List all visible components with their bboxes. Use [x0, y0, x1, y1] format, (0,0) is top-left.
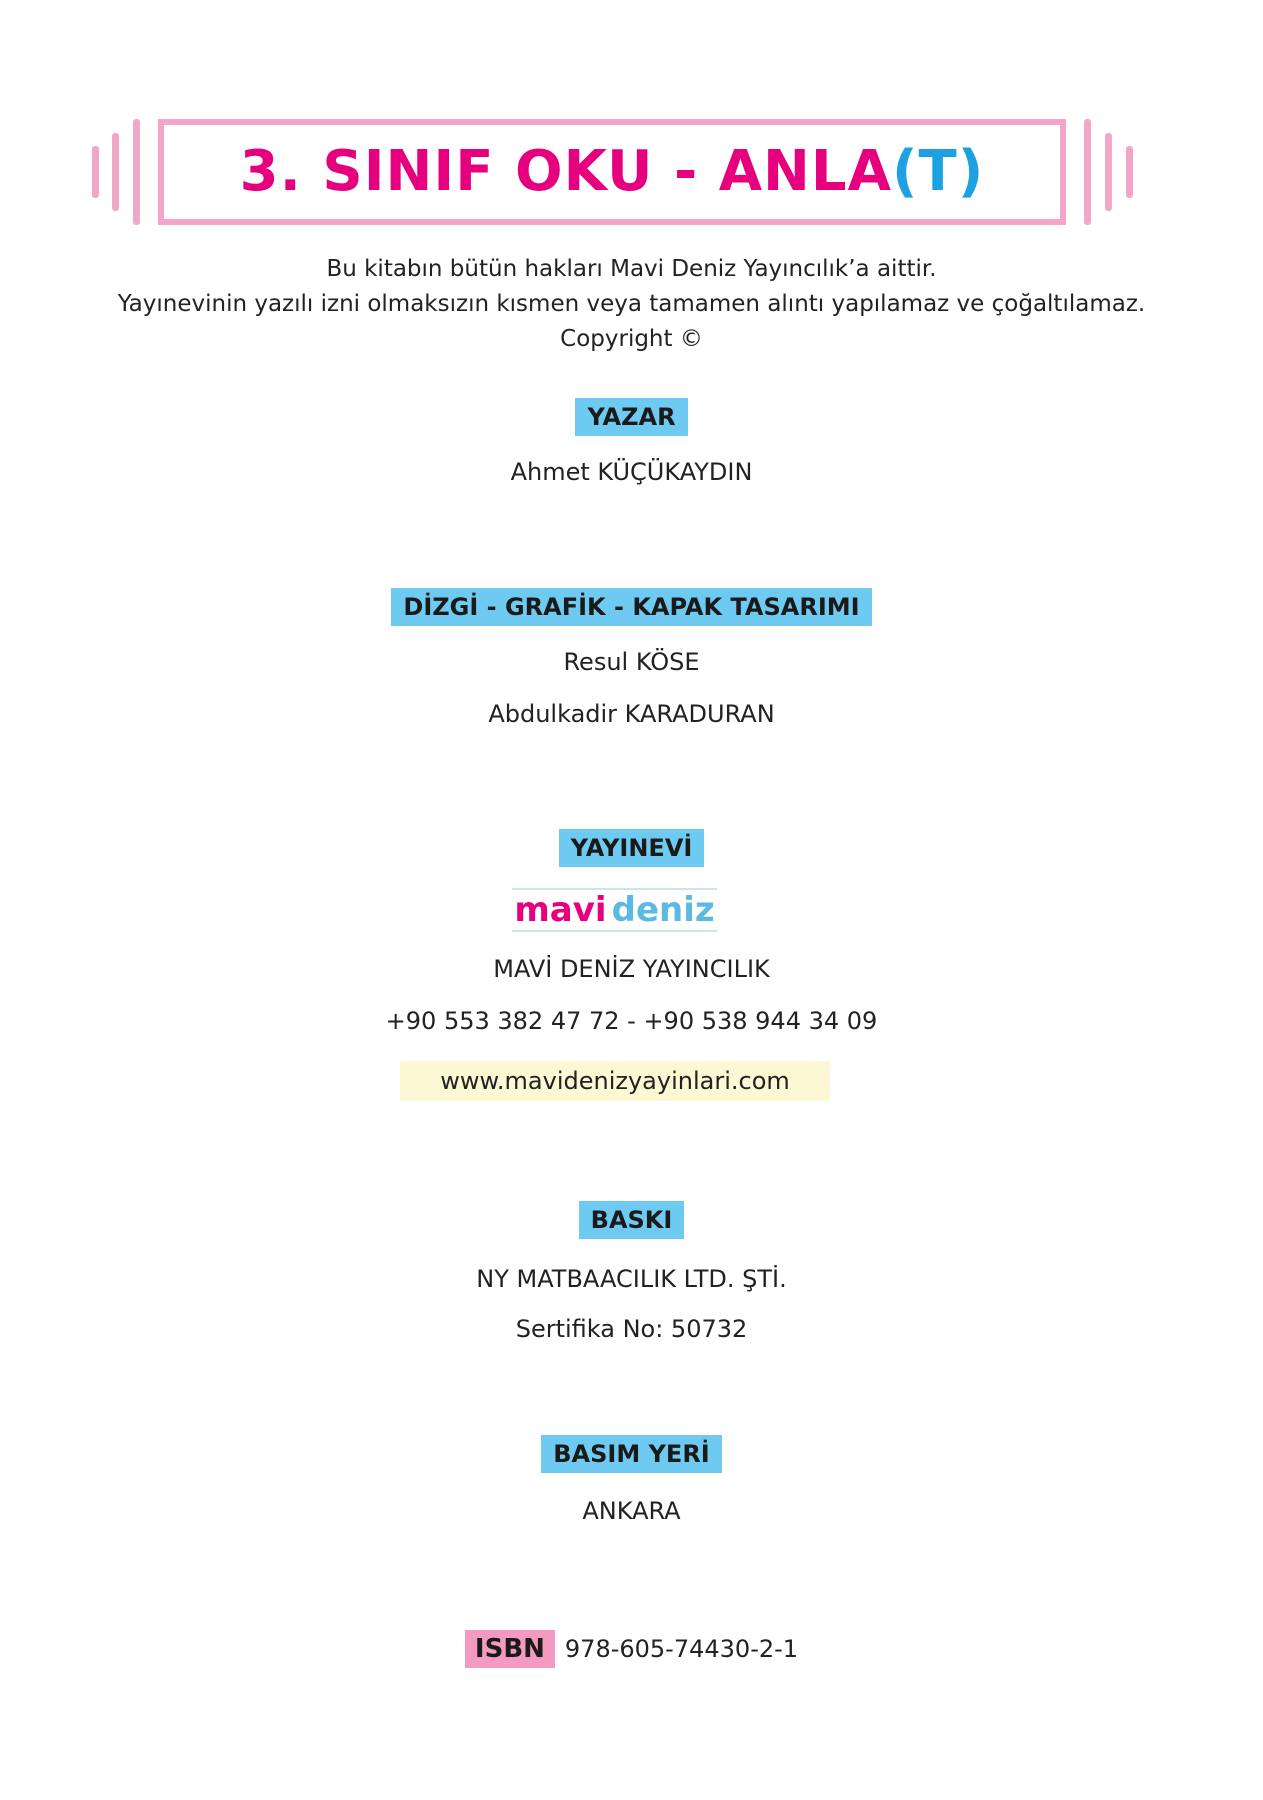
right-bar-outer: [1126, 146, 1133, 198]
right-bar-inner: [1084, 119, 1091, 225]
place-label: BASIM YERİ: [541, 1435, 722, 1473]
author-label: YAZAR: [575, 398, 687, 436]
left-bar-inner: [133, 119, 140, 225]
title-main: 3. SINIF OKU - ANLA: [239, 139, 892, 204]
notice-line-2: Yayınevinin yazılı izni olmaksızın kısmen veya tamamen alıntı yapılamaz ve çoğaltılamaz.: [117, 291, 1146, 317]
isbn-row: [0, 1630, 1263, 1668]
author-label-row: [0, 398, 1263, 436]
publisher-phones: +90 553 382 47 72 - +90 538 944 34 09: [385, 1007, 878, 1035]
title-accent: (T): [891, 139, 985, 204]
author-name: Ahmet KÜÇÜKAYDIN: [510, 458, 753, 486]
place-city: ANKARA: [582, 1497, 681, 1525]
publisher-logo: [512, 888, 717, 932]
left-bar-middle: [112, 133, 119, 211]
print-certificate: Sertifika No: 50732: [515, 1315, 748, 1343]
publisher-label: YAYINEVİ: [559, 829, 705, 867]
designer-name-2: Abdulkadir KARADURAN: [488, 700, 775, 728]
print-company: NY MATBAACILIK LTD. ŞTİ.: [476, 1265, 787, 1293]
left-bar-outer: [92, 146, 99, 198]
print-label-row: [0, 1201, 1263, 1239]
logo-part-deniz: deniz: [611, 890, 715, 930]
publisher-website[interactable]: www.mavidenizyayinlari.com: [400, 1061, 830, 1101]
isbn-label: ISBN: [465, 1630, 555, 1668]
designer-name-1: Resul KÖSE: [563, 648, 700, 676]
print-label: BASKI: [579, 1201, 685, 1239]
isbn-value: 978-605-74430-2-1: [564, 1635, 799, 1663]
notice-line-1: Bu kitabın bütün hakları Mavi Deniz Yayıncılık’a aittir.: [326, 256, 937, 282]
page-title: [158, 119, 1066, 225]
place-label-row: [0, 1435, 1263, 1473]
notice-line-3: Copyright ©: [560, 326, 703, 352]
design-label-row: [0, 588, 1263, 626]
publisher-name: MAVİ DENİZ YAYINCILIK: [493, 955, 770, 983]
right-bar-middle: [1105, 133, 1112, 211]
design-label: DİZGİ - GRAFİK - KAPAK TASARIMI: [391, 588, 871, 626]
publisher-label-row: [0, 829, 1263, 867]
logo-part-mavi: mavi: [514, 890, 607, 930]
